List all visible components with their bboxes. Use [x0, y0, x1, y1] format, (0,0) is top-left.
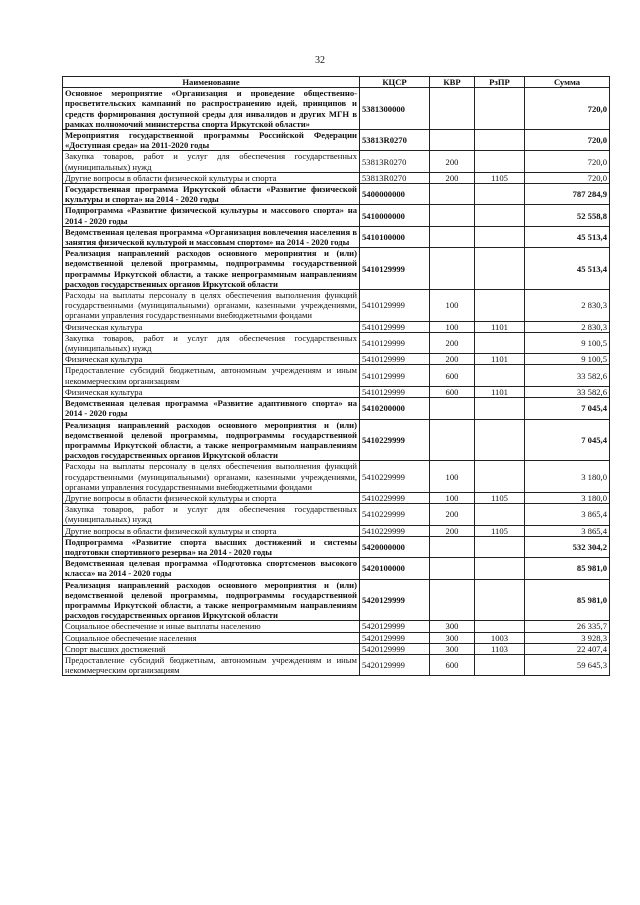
cell-rzpr	[475, 621, 525, 632]
cell-kvr	[430, 579, 475, 621]
cell-kcsr: 5410229999	[360, 419, 430, 461]
cell-name: Закупка товаров, работ и услуг для обеспечения государственных (муниципальных) нужд	[63, 151, 360, 172]
cell-kcsr: 5410100000	[360, 226, 430, 247]
cell-sum: 2 830,3	[525, 321, 610, 332]
table-row	[63, 579, 610, 621]
header-sum: Сумма	[525, 77, 610, 88]
page-number: 32	[315, 55, 325, 66]
cell-sum: 532 304,2	[525, 536, 610, 557]
cell-name: Реализация направлений расходов основного мероприятия и (или) ведомственной целевой программы, подпрограммы государственной программы Иркутской области, а также непрограммным направлениям расходов государственных органов Иркутской области	[63, 579, 360, 621]
cell-kvr	[430, 184, 475, 205]
cell-sum: 85 981,0	[525, 558, 610, 579]
table-row	[63, 492, 610, 503]
cell-kcsr: 5420129999	[360, 643, 430, 654]
cell-kcsr: 5410229999	[360, 461, 430, 493]
budget-table	[62, 76, 610, 676]
cell-sum: 3 865,4	[525, 504, 610, 525]
cell-sum: 52 558,8	[525, 205, 610, 226]
cell-kcsr: 5410229999	[360, 504, 430, 525]
table-row	[63, 290, 610, 322]
cell-kcsr: 5400000000	[360, 184, 430, 205]
header-kcsr: КЦСР	[360, 77, 430, 88]
cell-name: Закупка товаров, работ и услуг для обеспечения государственных (муниципальных) нужд	[63, 332, 360, 353]
cell-kcsr: 53813R0270	[360, 172, 430, 183]
cell-kvr: 600	[430, 654, 475, 675]
cell-kvr	[430, 536, 475, 557]
cell-rzpr	[475, 654, 525, 675]
cell-sum: 9 100,5	[525, 354, 610, 365]
cell-kvr: 200	[430, 151, 475, 172]
cell-kvr	[430, 130, 475, 151]
table-row	[63, 536, 610, 557]
cell-kcsr: 5420100000	[360, 558, 430, 579]
table-row	[63, 558, 610, 579]
cell-sum: 720,0	[525, 130, 610, 151]
cell-kvr	[430, 248, 475, 290]
table-row	[63, 88, 610, 130]
table-row	[63, 461, 610, 493]
cell-sum: 3 180,0	[525, 461, 610, 493]
table-row	[63, 332, 610, 353]
cell-kvr	[430, 205, 475, 226]
cell-rzpr	[475, 461, 525, 493]
table-row	[63, 184, 610, 205]
cell-sum: 22 407,4	[525, 643, 610, 654]
cell-sum: 59 645,3	[525, 654, 610, 675]
cell-sum: 3 928,3	[525, 632, 610, 643]
cell-name: Реализация направлений расходов основного мероприятия и (или) ведомственной целевой программы, подпрограммы государственной программы Иркутской области, а также непрограммным направлениям расходов государственных органов Иркутской области	[63, 419, 360, 461]
cell-name: Физическая культура	[63, 354, 360, 365]
cell-kcsr: 5420129999	[360, 632, 430, 643]
cell-kvr: 100	[430, 492, 475, 503]
cell-sum: 26 335,7	[525, 621, 610, 632]
cell-kvr: 200	[430, 354, 475, 365]
cell-kvr: 300	[430, 621, 475, 632]
cell-rzpr	[475, 558, 525, 579]
cell-kvr: 600	[430, 365, 475, 386]
cell-name: Реализация направлений расходов основного мероприятия и (или) ведомственной целевой программы, подпрограммы государственной программы Иркутской области, а также непрограммным направлениям расходов государственных органов Иркутской области	[63, 248, 360, 290]
table-row	[63, 419, 610, 461]
cell-kvr: 200	[430, 525, 475, 536]
cell-kcsr: 5410000000	[360, 205, 430, 226]
cell-kvr: 200	[430, 504, 475, 525]
table-row	[63, 354, 610, 365]
header-kvr: КВР	[430, 77, 475, 88]
table-row	[63, 130, 610, 151]
cell-name: Предоставление субсидий бюджетным, автономным учреждениям и иным некоммерческим организациям	[63, 654, 360, 675]
cell-kcsr: 5410129999	[360, 248, 430, 290]
cell-name: Основное мероприятие «Организация и проведение общественно-просветительских кампаний по распространению идей, принципов и средств формирования доступной среды для инвалидов и других МГН в рамках полномочий министерства спорта Иркутской области»	[63, 88, 360, 130]
cell-sum: 3 180,0	[525, 492, 610, 503]
cell-name: Расходы на выплаты персоналу в целях обеспечения выполнения функций государственными (муниципальными) органами, казенными учреждениями, органами управления государственными внебюджетными фондами	[63, 461, 360, 493]
cell-sum: 7 045,4	[525, 398, 610, 419]
cell-sum: 720,0	[525, 151, 610, 172]
cell-sum: 7 045,4	[525, 419, 610, 461]
cell-name: Ведомственная целевая программа «Организация вовлечения населения в занятия физической культурой и массовым спортом» на 2014 - 2020 годы	[63, 226, 360, 247]
cell-kvr: 100	[430, 461, 475, 493]
cell-rzpr: 1105	[475, 172, 525, 183]
table-row	[63, 365, 610, 386]
cell-name: Спорт высших достижений	[63, 643, 360, 654]
cell-rzpr: 1101	[475, 354, 525, 365]
table-row	[63, 321, 610, 332]
cell-kcsr: 5420129999	[360, 621, 430, 632]
cell-sum: 33 582,6	[525, 365, 610, 386]
cell-rzpr	[475, 332, 525, 353]
cell-kcsr: 5420129999	[360, 579, 430, 621]
cell-kvr	[430, 419, 475, 461]
cell-name: Другие вопросы в области физической культуры и спорта	[63, 492, 360, 503]
header-rzpr: РзПР	[475, 77, 525, 88]
cell-rzpr: 1003	[475, 632, 525, 643]
cell-name: Государственная программа Иркутской области «Развитие физической культуры и спорта» на 2014 - 2020 годы	[63, 184, 360, 205]
table-row	[63, 205, 610, 226]
cell-kcsr: 5410129999	[360, 365, 430, 386]
cell-rzpr: 1103	[475, 643, 525, 654]
cell-kcsr: 5410229999	[360, 525, 430, 536]
cell-sum: 45 513,4	[525, 248, 610, 290]
cell-kcsr: 53813R0270	[360, 151, 430, 172]
table-row	[63, 632, 610, 643]
cell-sum: 85 981,0	[525, 579, 610, 621]
cell-name: Физическая культура	[63, 321, 360, 332]
header-name: Наименование	[63, 77, 360, 88]
cell-rzpr	[475, 88, 525, 130]
cell-rzpr: 1105	[475, 492, 525, 503]
table-row	[63, 151, 610, 172]
cell-kvr: 600	[430, 386, 475, 397]
cell-kcsr: 5410129999	[360, 321, 430, 332]
cell-sum: 2 830,3	[525, 290, 610, 322]
cell-name: Закупка товаров, работ и услуг для обеспечения государственных (муниципальных) нужд	[63, 504, 360, 525]
table-row	[63, 621, 610, 632]
table-row	[63, 643, 610, 654]
cell-kvr: 100	[430, 290, 475, 322]
cell-name: Физическая культура	[63, 386, 360, 397]
cell-rzpr: 1101	[475, 386, 525, 397]
cell-rzpr	[475, 151, 525, 172]
table-row	[63, 654, 610, 675]
table-row	[63, 525, 610, 536]
cell-sum: 787 284,9	[525, 184, 610, 205]
cell-rzpr	[475, 205, 525, 226]
cell-rzpr: 1105	[475, 525, 525, 536]
cell-name: Ведомственная целевая программа «Подготовка спортсменов высокого класса» на 2014 - 2020 годы	[63, 558, 360, 579]
cell-kcsr: 5410129999	[360, 332, 430, 353]
cell-kvr: 300	[430, 643, 475, 654]
cell-sum: 9 100,5	[525, 332, 610, 353]
cell-sum: 720,0	[525, 172, 610, 183]
cell-name: Ведомственная целевая программа «Развитие адаптивного спорта» на 2014 - 2020 годы	[63, 398, 360, 419]
cell-rzpr	[475, 398, 525, 419]
cell-kvr	[430, 398, 475, 419]
table-row	[63, 398, 610, 419]
table-header-row	[63, 77, 610, 88]
cell-rzpr	[475, 536, 525, 557]
cell-rzpr	[475, 226, 525, 247]
cell-kcsr: 5420129999	[360, 654, 430, 675]
cell-rzpr: 1101	[475, 321, 525, 332]
cell-kvr: 200	[430, 332, 475, 353]
cell-rzpr	[475, 419, 525, 461]
cell-rzpr	[475, 504, 525, 525]
cell-name: Расходы на выплаты персоналу в целях обеспечения выполнения функций государственными (муниципальными) органами, казенными учреждениями, органами управления государственными внебюджетными фондами	[63, 290, 360, 322]
cell-kcsr: 5410200000	[360, 398, 430, 419]
cell-kvr	[430, 226, 475, 247]
cell-kcsr: 5381300000	[360, 88, 430, 130]
table-row	[63, 386, 610, 397]
cell-kvr	[430, 88, 475, 130]
cell-name: Мероприятия государственной программы Российской Федерации «Доступная среда» на 2011-2020 годы	[63, 130, 360, 151]
table-row	[63, 504, 610, 525]
cell-sum: 720,0	[525, 88, 610, 130]
cell-kvr: 200	[430, 172, 475, 183]
table-body	[63, 88, 610, 676]
cell-sum: 3 865,4	[525, 525, 610, 536]
cell-name: Другие вопросы в области физической культуры и спорта	[63, 172, 360, 183]
cell-kcsr: 5410129999	[360, 386, 430, 397]
cell-name: Подпрограмма «Развитие физической культуры и массового спорта» на 2014 - 2020 годы	[63, 205, 360, 226]
cell-kcsr: 53813R0270	[360, 130, 430, 151]
cell-kvr: 100	[430, 321, 475, 332]
cell-name: Предоставление субсидий бюджетным, автономным учреждениям и иным некоммерческим организациям	[63, 365, 360, 386]
cell-rzpr	[475, 579, 525, 621]
cell-sum: 45 513,4	[525, 226, 610, 247]
cell-name: Другие вопросы в области физической культуры и спорта	[63, 525, 360, 536]
cell-name: Социальное обеспечение и иные выплаты населению	[63, 621, 360, 632]
cell-sum: 33 582,6	[525, 386, 610, 397]
cell-name: Подпрограмма «Развитие спорта высших достижений и системы подготовки спортивного резерва» на 2014 - 2020 годы	[63, 536, 360, 557]
cell-rzpr	[475, 248, 525, 290]
cell-rzpr	[475, 290, 525, 322]
cell-rzpr	[475, 130, 525, 151]
cell-rzpr	[475, 184, 525, 205]
cell-kcsr: 5410129999	[360, 354, 430, 365]
cell-kcsr: 5410229999	[360, 492, 430, 503]
cell-name: Социальное обеспечение населения	[63, 632, 360, 643]
table-row	[63, 172, 610, 183]
cell-kcsr: 5410129999	[360, 290, 430, 322]
table-row	[63, 226, 610, 247]
cell-kvr: 300	[430, 632, 475, 643]
table-row	[63, 248, 610, 290]
cell-rzpr	[475, 365, 525, 386]
cell-kvr	[430, 558, 475, 579]
cell-kcsr: 5420000000	[360, 536, 430, 557]
